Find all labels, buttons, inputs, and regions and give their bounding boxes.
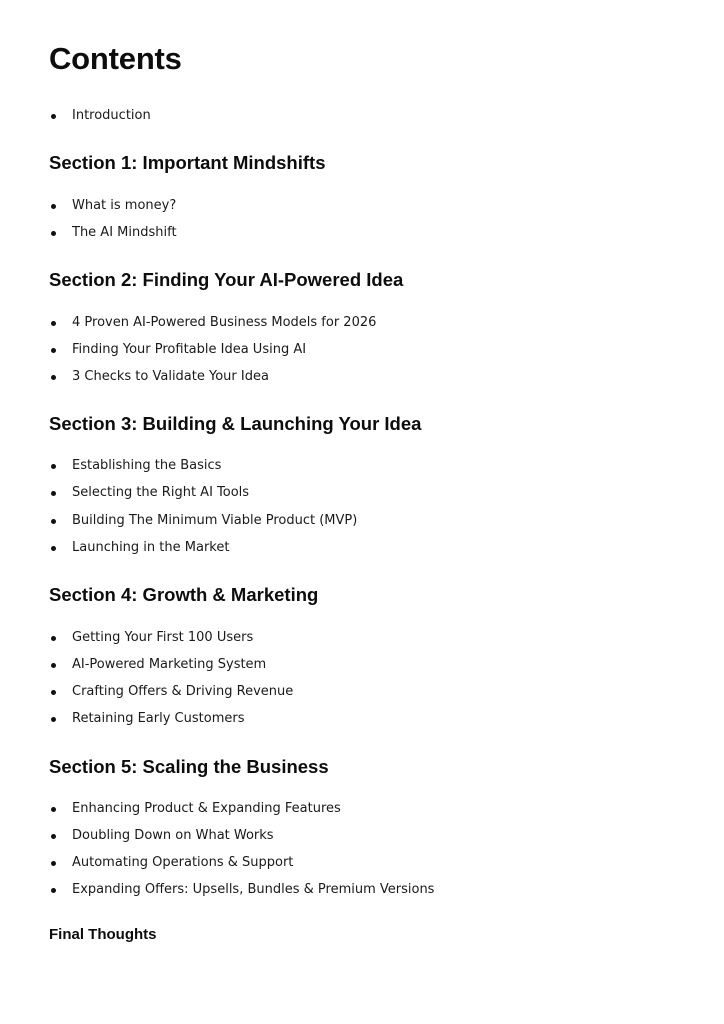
list-item bbox=[49, 826, 274, 846]
section-3-heading: Section 3: Building & Launching Your Idea bbox=[49, 413, 422, 434]
bullet-icon bbox=[51, 114, 56, 119]
list-item bbox=[49, 340, 306, 360]
list-item-label: Building The Minimum Viable Product (MVP) bbox=[72, 513, 358, 528]
section-2-heading: Section 2: Finding Your AI-Powered Idea bbox=[49, 269, 404, 290]
list-item bbox=[49, 853, 293, 873]
list-item-label: Establishing the Basics bbox=[72, 458, 222, 473]
list-item-label: Automating Operations & Support bbox=[72, 855, 294, 870]
list-item-label: The AI Mindshift bbox=[72, 225, 177, 240]
bullet-icon bbox=[51, 231, 56, 236]
list-item bbox=[49, 196, 176, 216]
bullet-icon bbox=[51, 546, 56, 551]
list-item-label: Retaining Early Customers bbox=[72, 711, 245, 726]
list-item bbox=[49, 682, 293, 702]
list-item bbox=[49, 511, 357, 531]
list-item bbox=[49, 538, 229, 558]
bullet-icon bbox=[51, 690, 56, 695]
list-item-label: Enhancing Product & Expanding Features bbox=[72, 801, 341, 816]
list-item-label: Crafting Offers & Driving Revenue bbox=[72, 684, 294, 699]
section-4-heading: Section 4: Growth & Marketing bbox=[49, 584, 319, 605]
list-item-label: 3 Checks to Validate Your Idea bbox=[72, 369, 269, 384]
final-thoughts-heading: Final Thoughts bbox=[49, 926, 157, 943]
bullet-icon bbox=[51, 636, 56, 641]
list-item bbox=[49, 313, 376, 333]
section-5-heading: Section 5: Scaling the Business bbox=[49, 756, 329, 777]
list-item bbox=[49, 880, 434, 900]
bullet-icon bbox=[51, 663, 56, 668]
bullet-icon bbox=[51, 348, 56, 353]
list-item bbox=[49, 456, 221, 476]
bullet-icon bbox=[51, 834, 56, 839]
list-item bbox=[49, 628, 253, 648]
list-item bbox=[49, 709, 244, 729]
list-item-label: Introduction bbox=[72, 108, 151, 123]
list-item-label: Launching in the Market bbox=[72, 540, 230, 555]
bullet-icon bbox=[51, 464, 56, 469]
bullet-icon bbox=[51, 807, 56, 812]
bullet-icon bbox=[51, 717, 56, 722]
list-item-label: 4 Proven AI-Powered Business Models for 2026 bbox=[72, 315, 377, 330]
bullet-icon bbox=[51, 888, 56, 893]
list-item-label: Getting Your First 100 Users bbox=[72, 630, 254, 645]
bullet-icon bbox=[51, 491, 56, 496]
bullet-icon bbox=[51, 204, 56, 209]
bullet-icon bbox=[51, 519, 56, 524]
list-item-label: Finding Your Profitable Idea Using AI bbox=[72, 342, 307, 357]
list-item-label: Selecting the Right AI Tools bbox=[72, 485, 250, 500]
list-item-label: AI-Powered Marketing System bbox=[72, 657, 267, 672]
bullet-icon bbox=[51, 321, 56, 326]
list-item bbox=[49, 483, 249, 503]
list-item bbox=[49, 367, 269, 387]
list-item bbox=[49, 799, 341, 819]
list-item-label: Expanding Offers: Upsells, Bundles & Premium Versions bbox=[72, 882, 435, 897]
list-item bbox=[49, 655, 266, 675]
list-item-label: Doubling Down on What Works bbox=[72, 828, 274, 843]
bullet-icon bbox=[51, 375, 56, 380]
list-item bbox=[49, 223, 177, 243]
section-1-heading: Section 1: Important Mindshifts bbox=[49, 152, 326, 173]
list-item-label: What is money? bbox=[72, 198, 177, 213]
bullet-icon bbox=[51, 861, 56, 866]
page-title: Contents bbox=[49, 41, 182, 76]
list-item-introduction bbox=[49, 106, 151, 126]
